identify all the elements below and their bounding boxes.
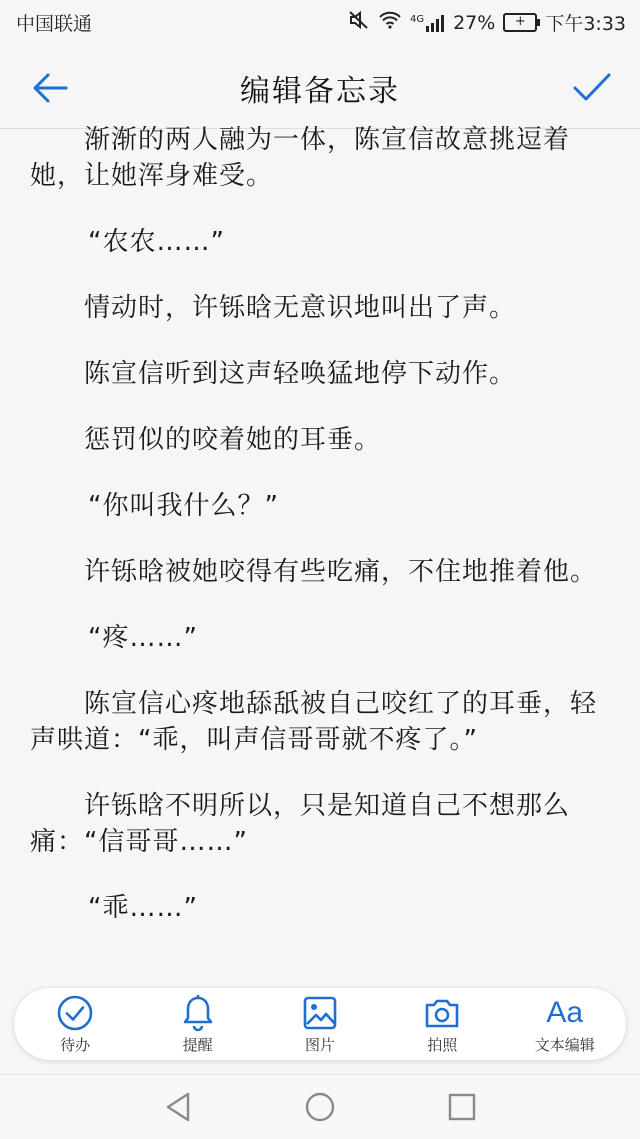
image-label: 图片 — [304, 1035, 335, 1054]
page-title: 编辑备忘录 — [240, 74, 400, 109]
carrier-label: 中国联通 — [16, 13, 93, 35]
mute-icon — [348, 10, 370, 35]
image-icon — [302, 995, 338, 1031]
memo-paragraph: “你叫我什么？” — [88, 491, 279, 521]
memo-editor[interactable] — [30, 122, 610, 982]
battery-icon: + — [503, 13, 537, 32]
checkmark-icon — [570, 66, 614, 110]
wifi-icon — [378, 11, 402, 34]
memo-paragraph: “疼……” — [88, 623, 198, 653]
square-recents-icon — [444, 1089, 480, 1125]
status-bar — [0, 0, 640, 44]
memo-paragraph: 陈宣信心疼地舔舐被自己咬红了的耳垂，轻声哄道：“乖，叫声信哥哥就不疼了。” — [30, 689, 598, 755]
memo-paragraph: 陈宣信听到这声轻唤猛地停下动作。 — [84, 359, 517, 389]
nav-back-button[interactable] — [160, 1089, 196, 1125]
nav-recents-button[interactable] — [444, 1089, 480, 1125]
triangle-back-icon — [160, 1089, 196, 1125]
camera-label: 拍照 — [427, 1035, 458, 1054]
bell-icon — [180, 994, 216, 1032]
network-type-label: 4G — [409, 13, 425, 25]
camera-button[interactable] — [387, 988, 497, 1060]
clock: 下午3:33 — [545, 13, 626, 35]
memo-paragraph: 情动时，许铄晗无意识地叫出了声。 — [84, 293, 517, 323]
circle-home-icon — [302, 1089, 338, 1125]
camera-icon — [423, 996, 461, 1030]
memo-paragraph: 渐渐的两人融为一体，陈宣信故意挑逗着她，让她浑身难受。 — [30, 125, 571, 191]
signal-icon — [410, 14, 445, 32]
text-format-icon: Aa — [546, 995, 584, 1029]
save-button[interactable] — [570, 66, 614, 110]
todo-button[interactable] — [20, 988, 130, 1060]
image-button[interactable] — [265, 988, 375, 1060]
todo-label: 待办 — [60, 1035, 91, 1054]
nav-home-button[interactable] — [302, 1089, 338, 1125]
reminder-label: 提醒 — [182, 1035, 213, 1054]
memo-paragraph: 许铄晗不明所以，只是知道自己不想那么痛：“信哥哥……” — [30, 791, 571, 857]
memo-paragraph: “乖……” — [88, 893, 198, 923]
system-nav-bar — [0, 1074, 640, 1139]
text-format-label: 文本编辑 — [534, 1035, 595, 1054]
editor-toolbar — [14, 988, 626, 1060]
memo-paragraph: “农农……” — [88, 227, 225, 257]
battery-percent: 27% — [453, 11, 496, 34]
checkmark-circle-icon — [56, 994, 94, 1032]
memo-paragraph: 惩罚似的咬着她的耳垂。 — [84, 425, 382, 455]
status-icons — [348, 9, 626, 36]
text-format-button[interactable] — [510, 988, 620, 1060]
reminder-button[interactable] — [143, 988, 253, 1060]
app-header — [0, 44, 640, 129]
memo-paragraph: 许铄晗被她咬得有些吃痛，不住地推着他。 — [84, 557, 598, 587]
